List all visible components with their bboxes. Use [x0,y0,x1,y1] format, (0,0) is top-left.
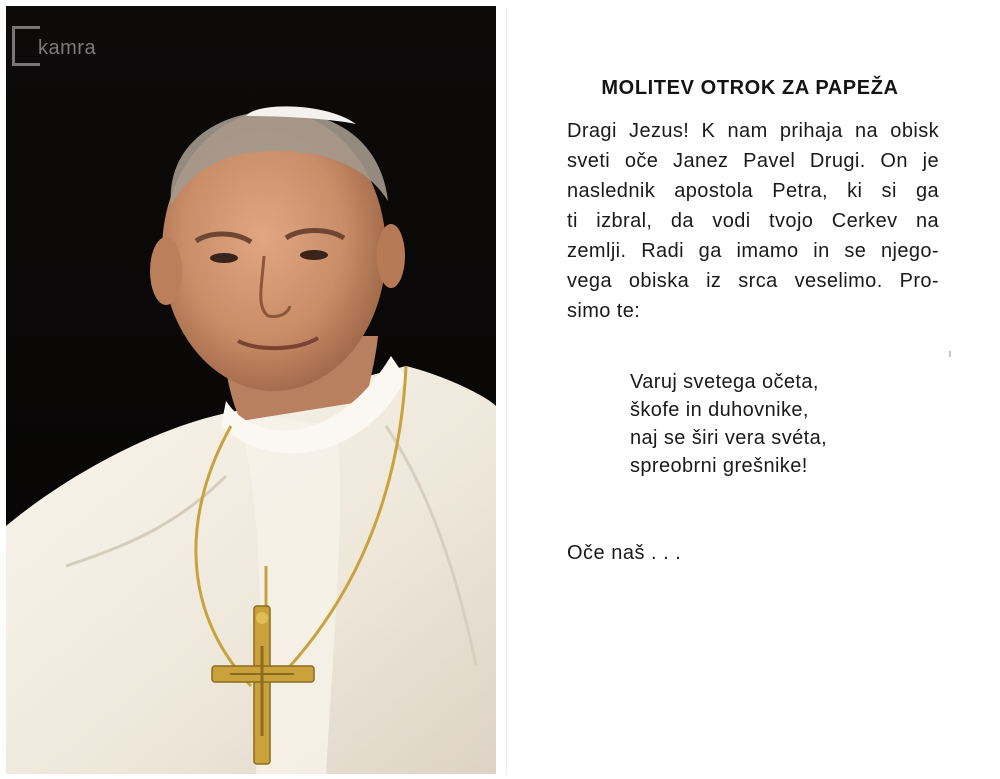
kamra-logo-icon [12,26,40,66]
intro-line: sveti oče Janez Pavel Drugi. On je [567,150,939,172]
intro-line: naslednik apostola Petra, ki si ga [567,180,939,202]
prayer-title: MOLITEV OTROK ZA PAPEŽA [601,77,899,99]
verse-line: Varuj svetega očeta, [630,371,819,393]
intro-line: vega obiska iz srca veselimo. Pro- [567,270,939,292]
prayer-card [506,8,993,774]
kamra-watermark [12,24,96,68]
watermark-text: kamra [38,36,97,59]
verse-line: naj se širi vera svéta, [630,427,828,449]
prayer-closing: Oče naš . . . [567,542,682,564]
prayer-intro [567,116,939,326]
paper-speck [949,351,951,357]
portrait-photo [6,6,496,774]
intro-line: Dragi Jezus! K nam prihaja na obisk [567,120,939,142]
intro-line: zemlji. Radi ga imamo in se njego- [567,240,939,262]
prayer-verse [630,368,827,480]
verse-line: spreobrni grešnike! [630,455,808,477]
portrait-card [6,6,496,774]
verse-line: škofe in duhovnike, [630,399,809,421]
intro-line: ti izbral, da vodi tvojo Cerkev na [567,210,939,232]
intro-line: simo te: [567,300,641,322]
